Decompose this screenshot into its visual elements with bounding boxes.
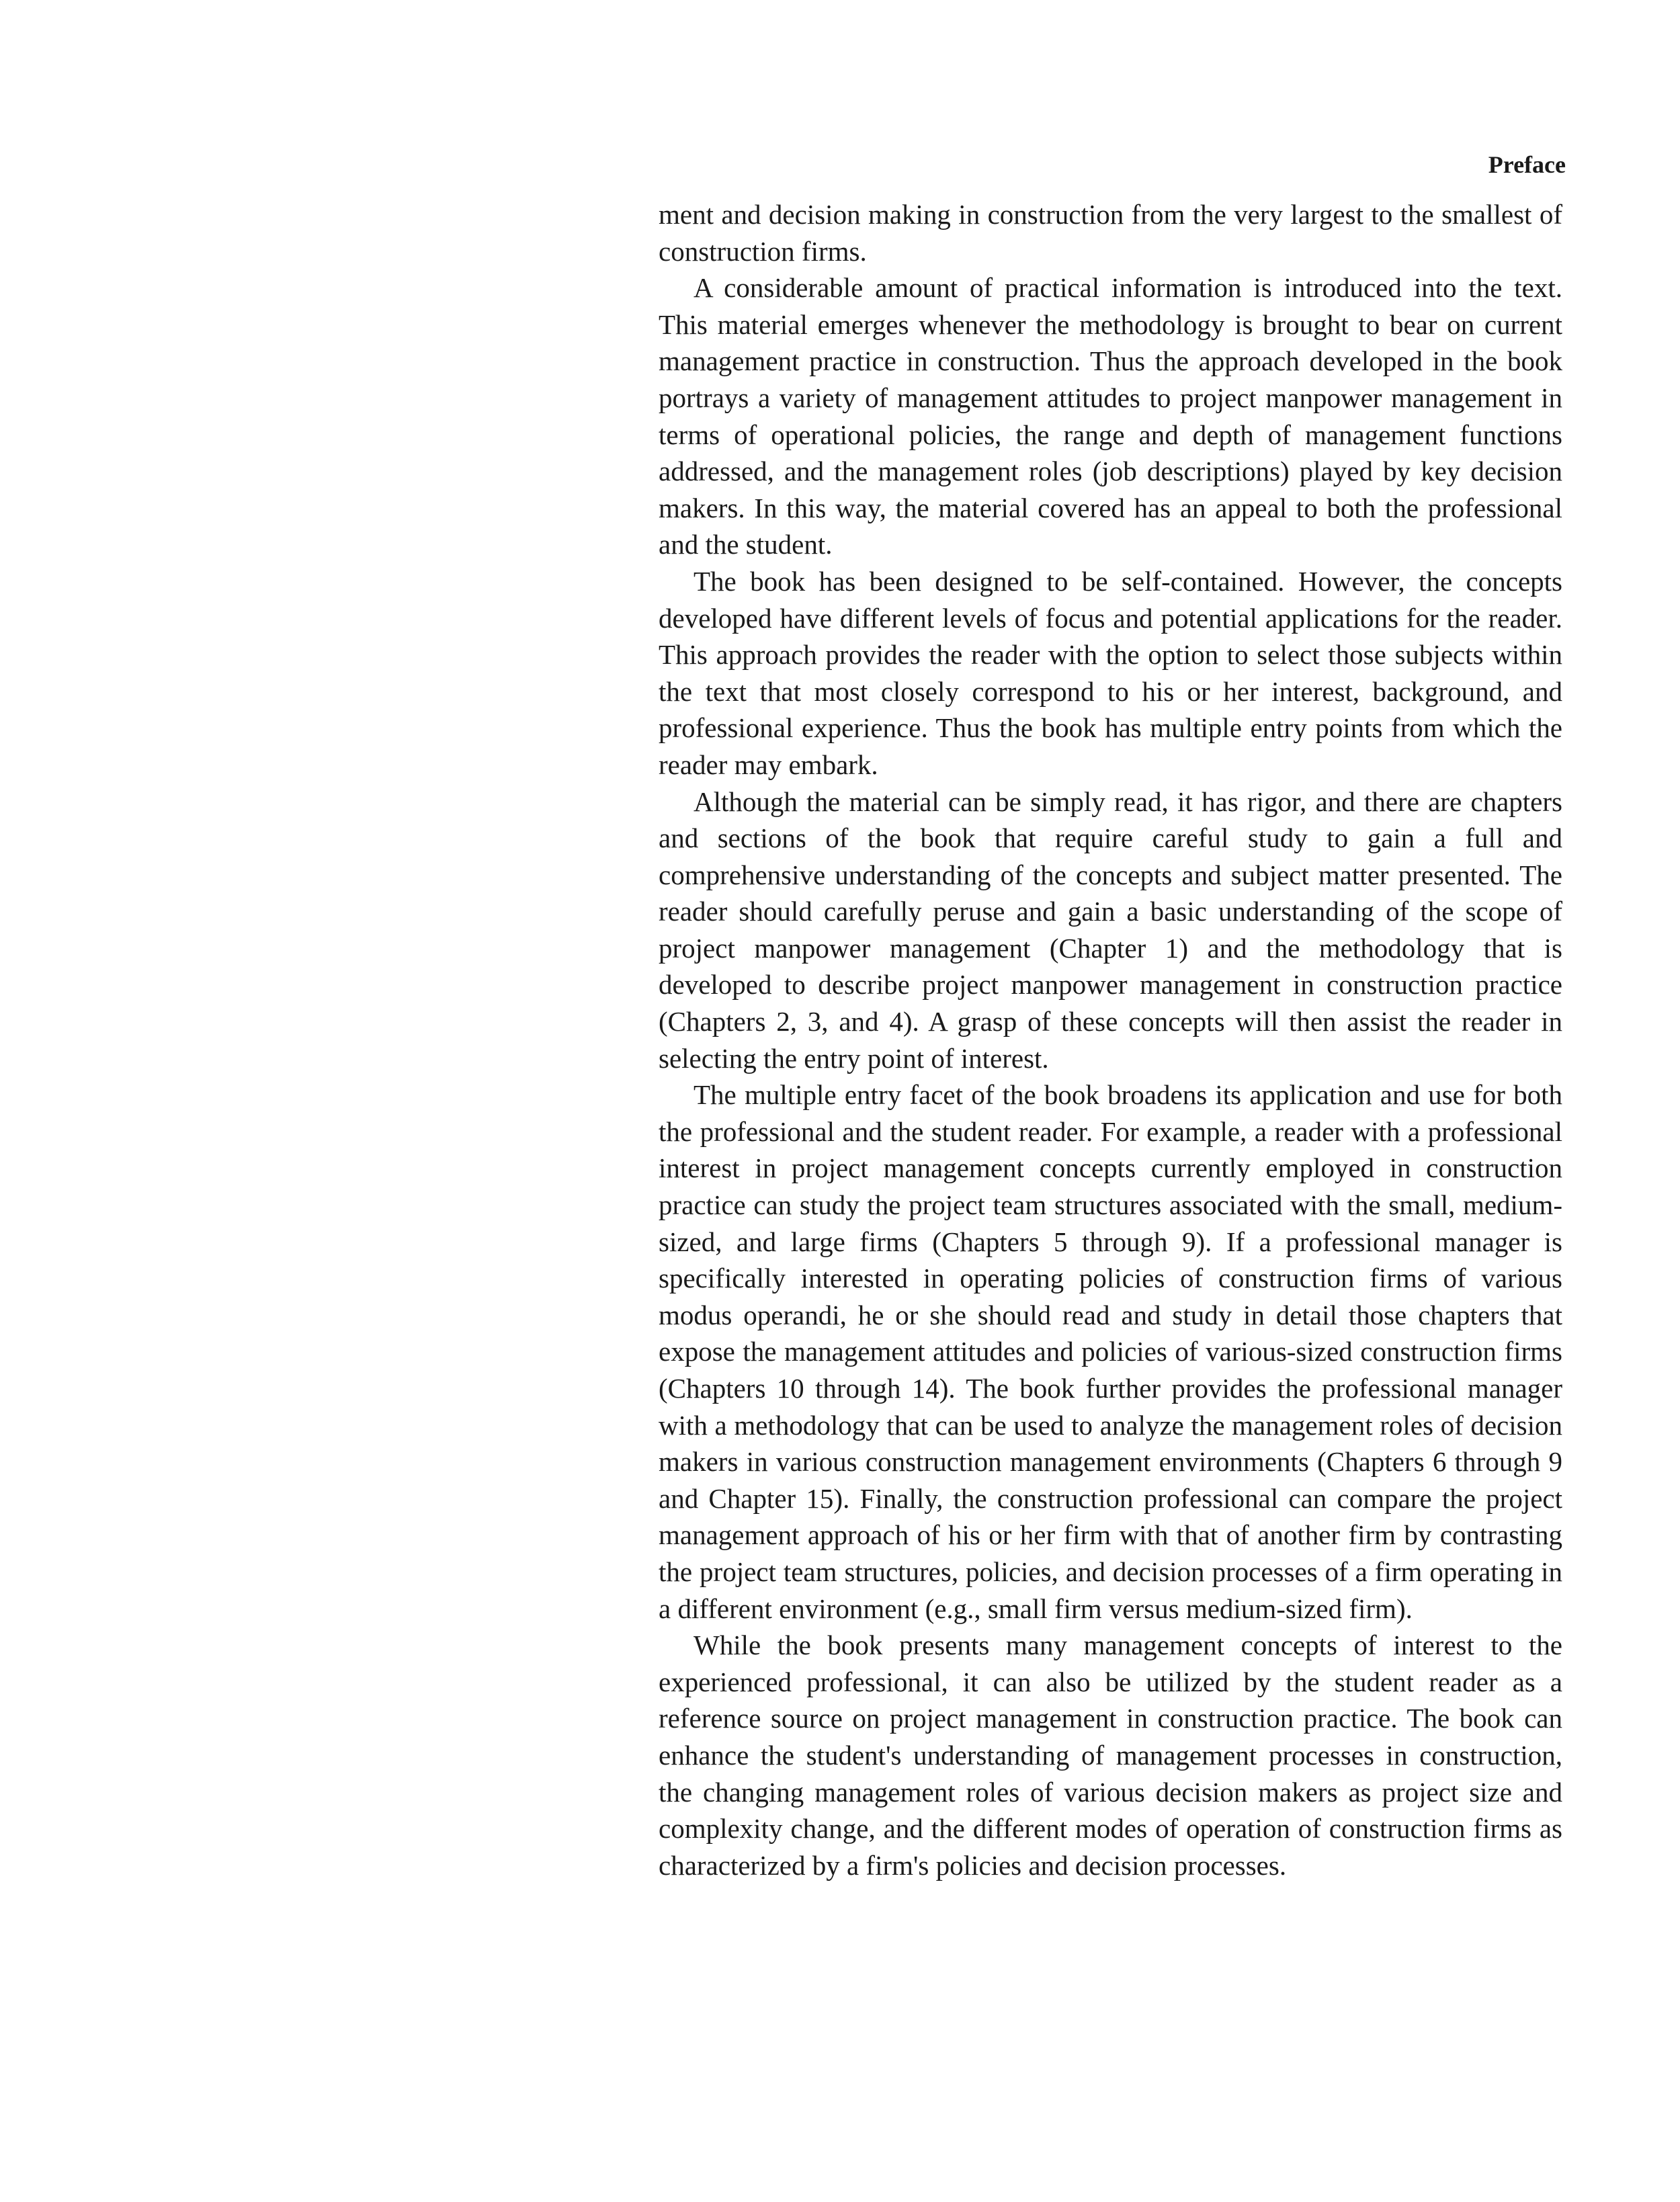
paragraph-rigor: Although the material can be simply read, it has rigor, and there are chapters and sections of the book that require careful study to gain a full and comprehensive understanding of the concepts and subject matter presented. The reader should carefully peruse and gain a basic understanding of the scope of project manpower management (Chapter 1) and the methodology that is developed to describe project manpower management in construction practice (Chapters 2, 3, and 4). A grasp of these concepts will then assist the reader in selecting the entry point of interest. <box>659 786 1562 1074</box>
paragraph-multiple-entry: The multiple entry facet of the book broadens its application and use for both the professional and the student reader. For example, a reader with a professional interest in project management concepts currently employed in construction practice can study the project team structures associated with the small, medium-sized, and large firms (Chapters 5 through 9). If a professional manager is specifically interested in operating policies of construction firms of various modus operandi, he or she should read and study in detail those chapters that expose the management attitudes and policies of various-sized construction firms (Chapters 10 through 14). The book further provides the professional manager with a methodology that can be used to analyze the management roles of decision makers in various construction management environments (Chapters 6 through 9 and Chapter 15). Finally, the construction professional can compare the project management approach of his or her firm with that of another firm by contrasting the project team structures, policies, and decision processes of a firm operating in a different environment (e.g., small firm versus medium-sized firm). <box>659 1079 1562 1624</box>
paragraph-practical-information: A considerable amount of practical information is introduced into the text. This material emerges whenever the methodology is brought to bear on current management practice in construction. Thus the approach developed in the book portrays a variety of management attitudes to project manpower management in terms of operational policies, the range and depth of management functions addressed, and the management roles (job descriptions) played by key decision makers. In this way, the material covered has an appeal to both the professional and the student. <box>659 272 1562 560</box>
paragraph-self-contained: The book has been designed to be self-contained. However, the concepts developed have different levels of focus and potential applications for the reader. This approach provides the reader with the option to select those subjects within the text that most closely correspond to his or her interest, background, and professional experience. Thus the book has multiple entry points from which the reader may embark. <box>659 565 1562 780</box>
paragraph-continuation: ment and decision making in construction from the very largest to the smallest of construction firms. <box>659 199 1562 267</box>
running-head: Preface <box>1488 151 1566 178</box>
preface-body <box>659 196 1562 1883</box>
paragraph-student-reader: While the book presents many management concepts of interest to the experienced professional, it can also be utilized by the student reader as a reference source on project management in construction practice. The book can enhance the student's understanding of management processes in construction, the changing management roles of various decision makers as project size and complexity change, and the different modes of operation of construction firms as characterized by a firm's policies and decision processes. <box>659 1629 1562 1881</box>
